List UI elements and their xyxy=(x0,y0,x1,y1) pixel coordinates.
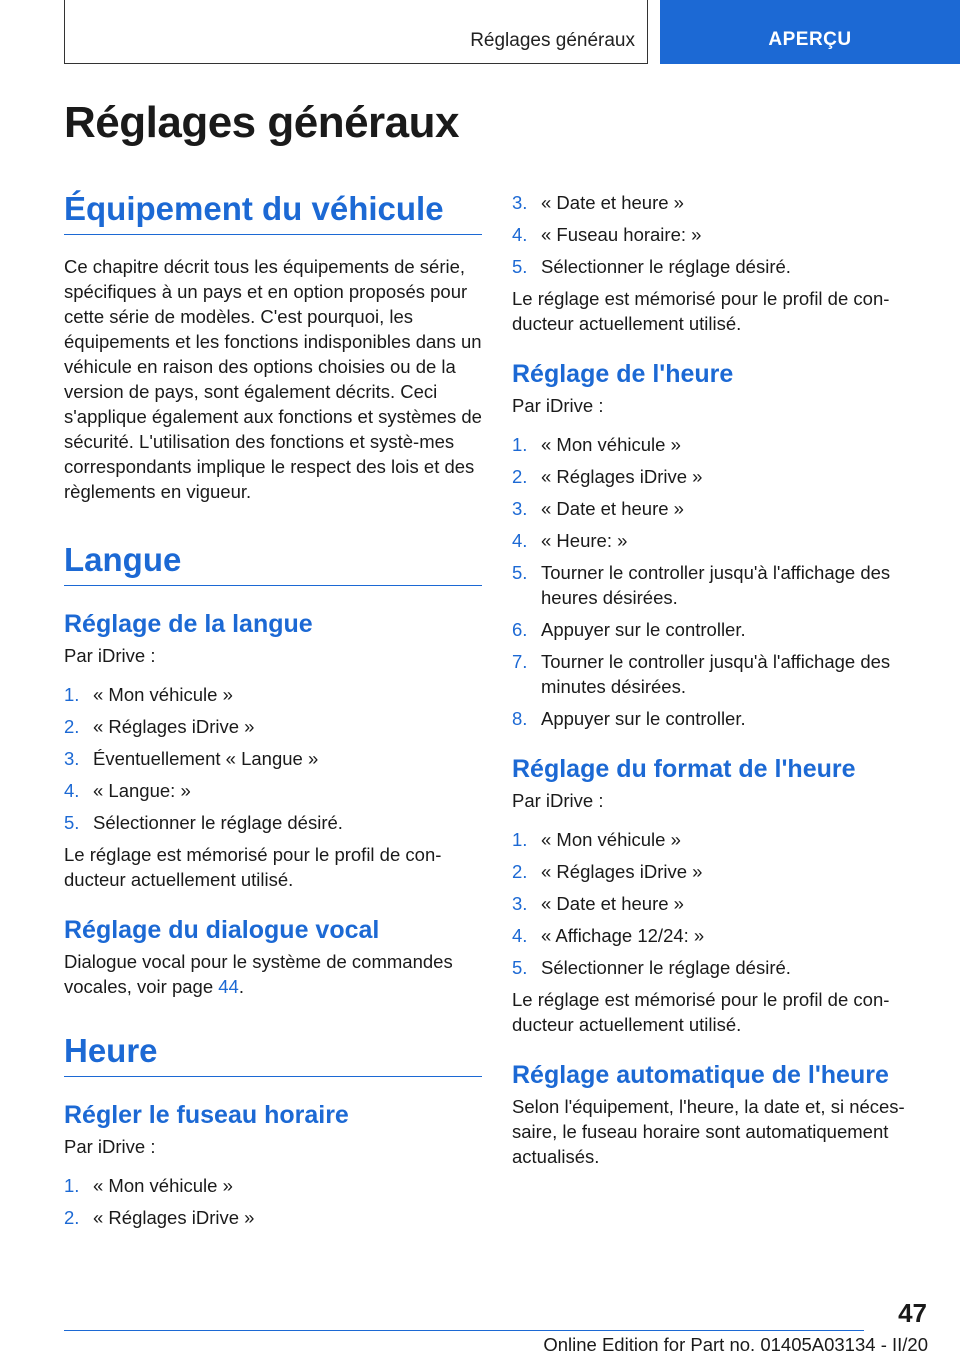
list-item xyxy=(512,528,930,553)
list-item xyxy=(512,827,930,852)
step-number: 3. xyxy=(512,192,528,213)
list-item xyxy=(512,222,930,247)
header-tab-apercu[interactable] xyxy=(660,0,960,64)
note-fuseau: Le réglage est mémorisé pour le profil de con‐ducteur actuellement utilisé. xyxy=(512,288,890,334)
step-number: 3. xyxy=(512,893,528,914)
step-text: « Date et heure » xyxy=(541,192,684,213)
note-format-heure: Le réglage est mémorisé pour le profil de con‐ducteur actuellement utilisé. xyxy=(512,989,890,1035)
right-column xyxy=(512,190,930,1169)
step-text: Sélectionner le réglage désiré. xyxy=(541,957,791,978)
left-column xyxy=(64,190,482,1237)
list-item xyxy=(512,859,930,884)
page-number: 47 xyxy=(898,1298,927,1328)
list-item xyxy=(512,649,930,699)
list-item xyxy=(512,617,930,642)
step-text: Sélectionner le réglage désiré. xyxy=(93,812,343,833)
step-number: 5. xyxy=(512,256,528,277)
step-number: 8. xyxy=(512,708,528,729)
intro-fuseau: Par iDrive : xyxy=(64,1136,156,1157)
step-number: 5. xyxy=(512,957,528,978)
step-number: 1. xyxy=(512,434,528,455)
list-item xyxy=(512,706,930,731)
steps-langue xyxy=(64,682,482,835)
list-item xyxy=(512,891,930,916)
footer-divider xyxy=(64,1330,864,1331)
list-item xyxy=(64,810,482,835)
heading-heure: Heure xyxy=(64,1032,482,1077)
step-text: « Mon véhicule » xyxy=(541,829,681,850)
note-langue: Le réglage est mémorisé pour le profil de con‐ducteur actuellement utilisé. xyxy=(64,844,442,890)
steps-reglage-heure xyxy=(512,432,930,731)
page-title: Réglages généraux xyxy=(64,98,459,147)
dialogue-text-before: Dialogue vocal pour le système de commandes vocales, voir page xyxy=(64,951,453,997)
list-item xyxy=(64,746,482,771)
step-number: 1. xyxy=(512,829,528,850)
heading-auto-heure: Réglage automatique de l'heure xyxy=(512,1061,889,1089)
step-text: « Réglages iDrive » xyxy=(93,716,255,737)
step-text: « Heure: » xyxy=(541,530,628,551)
step-number: 2. xyxy=(512,466,528,487)
header-section-box xyxy=(64,0,648,64)
step-number: 4. xyxy=(512,224,528,245)
list-item xyxy=(512,496,930,521)
step-number: 7. xyxy=(512,651,528,672)
dialogue-vocal-text xyxy=(64,949,482,999)
footer-edition: Online Edition for Part no. 01405A03134 - II/20 xyxy=(543,1334,928,1355)
list-item xyxy=(512,432,930,457)
list-item xyxy=(512,560,930,610)
intro-format-heure: Par iDrive : xyxy=(512,790,604,811)
steps-format-heure xyxy=(512,827,930,980)
heading-format-heure: Réglage du format de l'heure xyxy=(512,755,856,783)
list-item xyxy=(512,464,930,489)
step-number: 4. xyxy=(512,925,528,946)
header-tab-label: APERÇU xyxy=(768,29,852,50)
step-number: 6. xyxy=(512,619,528,640)
list-item xyxy=(64,714,482,739)
step-number: 3. xyxy=(64,748,80,769)
step-number: 4. xyxy=(512,530,528,551)
step-number: 1. xyxy=(64,1175,80,1196)
auto-heure-text: Selon l'équipement, l'heure, la date et, si néces‐saire, le fuseau horaire sont automatiquement actualisés. xyxy=(512,1096,905,1167)
step-text: Éventuellement « Langue » xyxy=(93,748,319,769)
list-item xyxy=(512,254,930,279)
step-number: 2. xyxy=(64,1207,80,1228)
step-text: « Date et heure » xyxy=(541,893,684,914)
heading-langue: Langue xyxy=(64,541,482,586)
step-text: « Réglages iDrive » xyxy=(93,1207,255,1228)
step-text: « Affichage 12/24: » xyxy=(541,925,705,946)
step-text: « Date et heure » xyxy=(541,498,684,519)
heading-fuseau-horaire: Régler le fuseau horaire xyxy=(64,1101,349,1129)
intro-langue: Par iDrive : xyxy=(64,645,156,666)
step-number: 5. xyxy=(64,812,80,833)
step-text: « Fuseau horaire: » xyxy=(541,224,702,245)
step-text: Appuyer sur le controller. xyxy=(541,619,746,640)
heading-reglage-heure: Réglage de l'heure xyxy=(512,360,734,388)
step-text: « Mon véhicule » xyxy=(93,1175,233,1196)
page-link-44[interactable]: 44 xyxy=(218,976,239,997)
step-text: « Mon véhicule » xyxy=(541,434,681,455)
step-text: « Langue: » xyxy=(93,780,191,801)
steps-fuseau-part1 xyxy=(64,1173,482,1230)
steps-fuseau-part2 xyxy=(512,190,930,279)
step-text: « Réglages iDrive » xyxy=(541,861,703,882)
step-number: 3. xyxy=(512,498,528,519)
step-text: Appuyer sur le controller. xyxy=(541,708,746,729)
list-item xyxy=(64,1173,482,1198)
list-item xyxy=(64,778,482,803)
list-item xyxy=(64,1205,482,1230)
step-number: 5. xyxy=(512,562,528,583)
step-text: « Mon véhicule » xyxy=(93,684,233,705)
list-item xyxy=(512,923,930,948)
step-text: Tourner le controller jusqu'à l'affichage des heures désirées. xyxy=(541,562,891,608)
step-text: « Réglages iDrive » xyxy=(541,466,703,487)
step-number: 2. xyxy=(512,861,528,882)
equipement-text: Ce chapitre décrit tous les équipements de série, spécifiques à un pays et en option proposés pour cette série de modèles. C'est pourquoi, les équipements et les fonctions indisponibles dans un véhicule en raison des options choisies ou de la version de pays, sont également décrits. Ceci s'applique également aux fonctions et systèmes de sécurité. L'utilisation des fonctions et systè‐mes correspondants implique le respect des lois et des règlements en vigueur. xyxy=(64,256,482,502)
list-item xyxy=(512,955,930,980)
heading-reglage-langue: Réglage de la langue xyxy=(64,610,313,638)
step-number: 2. xyxy=(64,716,80,737)
step-text: Tourner le controller jusqu'à l'affichage des minutes désirées. xyxy=(541,651,891,697)
heading-dialogue-vocal: Réglage du dialogue vocal xyxy=(64,916,380,944)
list-item xyxy=(512,190,930,215)
step-text: Sélectionner le réglage désiré. xyxy=(541,256,791,277)
intro-reglage-heure: Par iDrive : xyxy=(512,395,604,416)
step-number: 1. xyxy=(64,684,80,705)
dialogue-text-after: . xyxy=(238,976,244,997)
step-number: 4. xyxy=(64,780,80,801)
heading-equipement: Équipement du véhicule xyxy=(64,190,482,235)
list-item xyxy=(64,682,482,707)
header-section-title: Réglages généraux xyxy=(470,30,635,51)
